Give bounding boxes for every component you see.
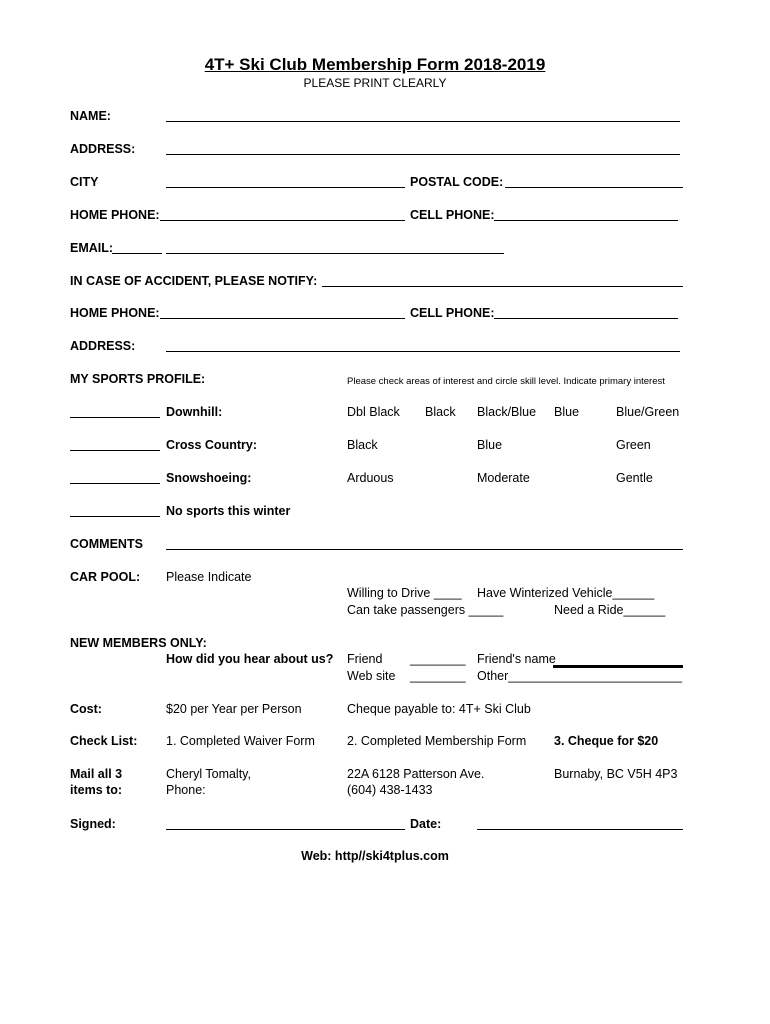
cross-country-checkbox-line[interactable]	[70, 450, 160, 451]
sports-instruction: Please check areas of interest and circle skill level. Indicate primary interest	[347, 376, 665, 387]
new-members-label: NEW MEMBERS ONLY:	[70, 636, 207, 650]
home-phone-label: HOME PHONE:	[70, 208, 160, 222]
postal-code-label: POSTAL CODE:	[410, 175, 504, 189]
friends-name-label: Friend's name	[477, 652, 556, 666]
no-sports-label: No sports this winter	[166, 504, 291, 518]
mail-city: Burnaby, BC V5H 4P3	[554, 767, 678, 781]
cost-label: Cost:	[70, 702, 102, 716]
emergency-field[interactable]	[322, 286, 683, 287]
check-list-item-waiver: 1. Completed Waiver Form	[166, 734, 315, 748]
web-site-option[interactable]: Web site	[347, 669, 396, 683]
downhill-level-black[interactable]: Black	[425, 405, 456, 419]
mail-label-line1: Mail all 3	[70, 767, 123, 781]
emergency-home-phone-label: HOME PHONE:	[70, 306, 160, 320]
email-field-short[interactable]	[112, 253, 162, 254]
cross-country-level-black[interactable]: Black	[347, 438, 378, 452]
snowshoeing-checkbox-line[interactable]	[70, 483, 160, 484]
emergency-home-phone-field[interactable]	[160, 318, 405, 319]
snowshoeing-label: Snowshoeing:	[166, 471, 252, 485]
emergency-address-field[interactable]	[166, 351, 680, 352]
sports-profile-heading: MY SPORTS PROFILE:	[70, 372, 206, 386]
name-field[interactable]	[166, 121, 680, 122]
snowshoeing-level-gentle[interactable]: Gentle	[616, 471, 653, 485]
mail-recipient-name: Cheryl Tomalty,	[166, 767, 251, 781]
mail-street: 22A 6128 Patterson Ave.	[347, 767, 485, 781]
no-sports-checkbox-line[interactable]	[70, 516, 160, 517]
other-option[interactable]: Other_________________________	[477, 669, 683, 683]
mail-phone-label: Phone:	[166, 783, 206, 797]
cheque-payable: Cheque payable to: 4T+ Ski Club	[347, 702, 531, 716]
car-pool-note: Please Indicate	[166, 570, 252, 584]
city-label: CITY	[70, 175, 99, 189]
friends-name-field[interactable]	[553, 665, 683, 668]
postal-code-field[interactable]	[505, 187, 683, 188]
downhill-level-black-blue[interactable]: Black/Blue	[477, 405, 537, 419]
take-passengers-option[interactable]: Can take passengers _____	[347, 603, 504, 617]
snowshoeing-level-moderate[interactable]: Moderate	[477, 471, 530, 485]
cross-country-label: Cross Country:	[166, 438, 257, 452]
hear-about-us-question: How did you hear about us?	[166, 652, 334, 666]
city-field[interactable]	[166, 187, 405, 188]
friend-blank[interactable]: ________	[410, 652, 466, 666]
emergency-cell-phone-label: CELL PHONE:	[410, 306, 495, 320]
address-label: ADDRESS:	[70, 142, 136, 156]
mail-phone-number: (604) 438-1433	[347, 783, 433, 797]
emergency-address-label: ADDRESS:	[70, 339, 136, 353]
address-field[interactable]	[166, 154, 680, 155]
form-subtitle: PLEASE PRINT CLEARLY	[303, 76, 447, 90]
downhill-level-blue-green[interactable]: Blue/Green	[616, 405, 680, 419]
cell-phone-label: CELL PHONE:	[410, 208, 495, 222]
downhill-label: Downhill:	[166, 405, 223, 419]
comments-label: COMMENTS	[70, 537, 143, 551]
signature-field[interactable]	[166, 829, 405, 830]
friend-option[interactable]: Friend	[347, 652, 383, 666]
downhill-level-dbl-black[interactable]: Dbl Black	[347, 405, 400, 419]
willing-to-drive-option[interactable]: Willing to Drive ____	[347, 586, 462, 600]
cost-value: $20 per Year per Person	[166, 702, 302, 716]
mail-label-line2: items to:	[70, 783, 123, 797]
emergency-cell-phone-field[interactable]	[494, 318, 678, 319]
web-site-blank[interactable]: ________	[410, 669, 466, 683]
email-field[interactable]	[166, 253, 504, 254]
car-pool-label: CAR POOL:	[70, 570, 141, 584]
email-label: EMAIL:	[70, 241, 114, 255]
cross-country-level-green[interactable]: Green	[616, 438, 651, 452]
snowshoeing-level-arduous[interactable]: Arduous	[347, 471, 394, 485]
downhill-checkbox-line[interactable]	[70, 417, 160, 418]
signed-label: Signed:	[70, 817, 116, 831]
date-label: Date:	[410, 817, 442, 831]
check-list-item-membership: 2. Completed Membership Form	[347, 734, 527, 748]
need-ride-option[interactable]: Need a Ride______	[554, 603, 666, 617]
form-title: 4T+ Ski Club Membership Form 2018-2019	[204, 55, 546, 74]
emergency-label: IN CASE OF ACCIDENT, PLEASE NOTIFY:	[70, 274, 318, 288]
winterized-vehicle-option[interactable]: Have Winterized Vehicle______	[477, 586, 655, 600]
downhill-level-blue[interactable]: Blue	[554, 405, 580, 419]
date-field[interactable]	[477, 829, 683, 830]
cross-country-level-blue[interactable]: Blue	[477, 438, 503, 452]
check-list-item-cheque: 3. Cheque for $20	[554, 734, 659, 748]
comments-field[interactable]	[166, 549, 683, 550]
name-label: NAME:	[70, 109, 111, 123]
cell-phone-field[interactable]	[494, 220, 678, 221]
footer-web: Web: http//ski4tplus.com	[301, 849, 449, 863]
check-list-label: Check List:	[70, 734, 138, 748]
home-phone-field[interactable]	[160, 220, 405, 221]
